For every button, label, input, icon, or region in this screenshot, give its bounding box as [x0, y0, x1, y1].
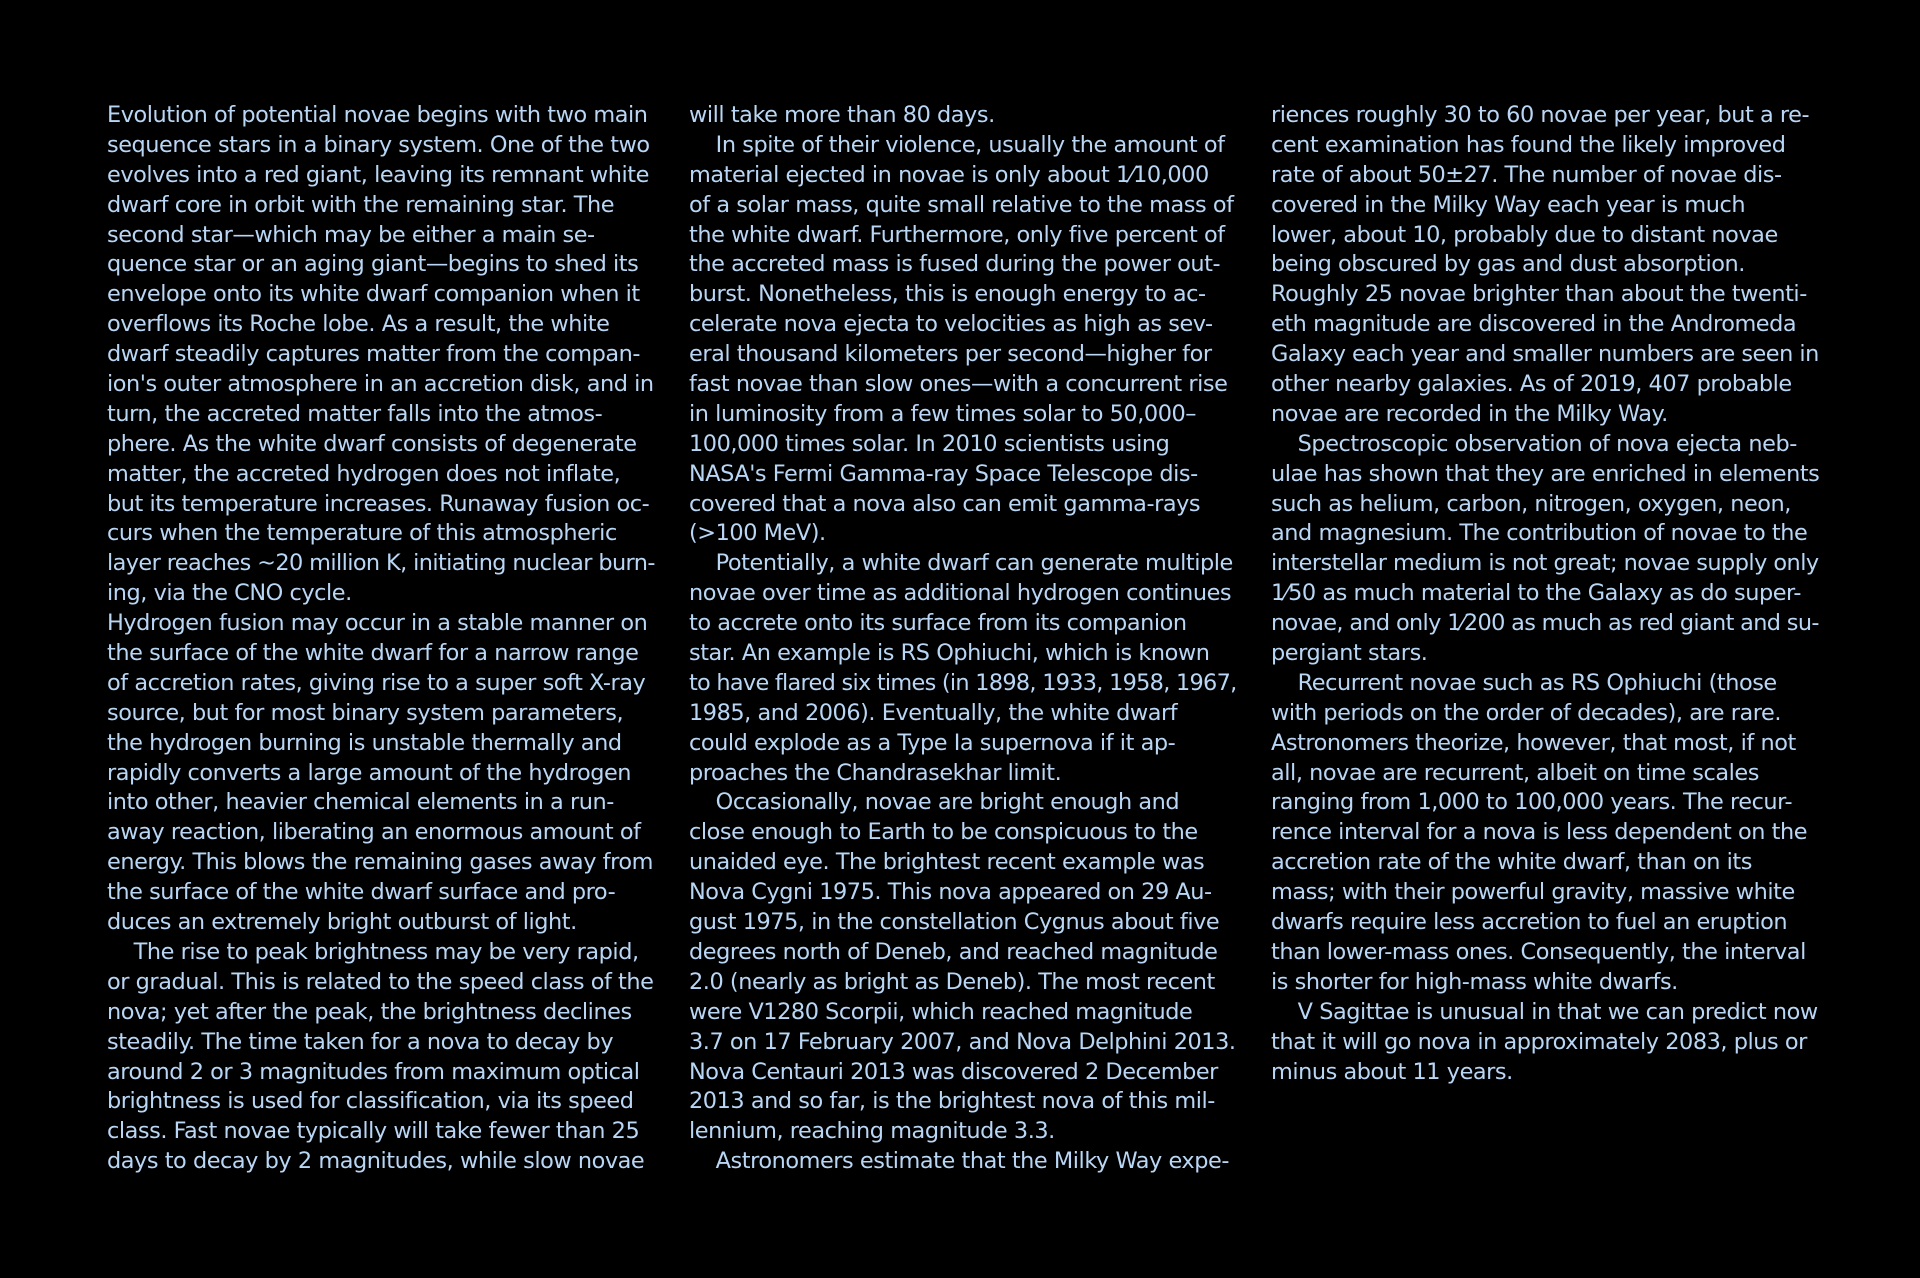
text-line: and magnesium. The contribution of novae to the	[1271, 520, 1808, 547]
text-line: mass; with their powerful gravity, massive white	[1271, 879, 1795, 906]
text-line: Spectroscopic observation of nova ejecta neb-	[1271, 430, 1797, 457]
text-line: turn, the accreted matter falls into the atmos-	[107, 400, 603, 427]
text-column-2	[689, 101, 1237, 1177]
text-line: brightness is used for classification, via its speed	[107, 1088, 634, 1115]
text-line: (>100 MeV).	[689, 520, 826, 547]
text-line: all, novae are recurrent, albeit on time scales	[1271, 759, 1759, 786]
text-line: such as helium, carbon, nitrogen, oxygen, neon,	[1271, 490, 1791, 517]
text-line: 2.0 (nearly as bright as Deneb). The most recent	[689, 968, 1215, 995]
text-line: were V1280 Scorpii, which reached magnitude	[689, 998, 1193, 1025]
text-line: away reaction, liberating an enormous amount of	[107, 819, 641, 846]
text-line: 100,000 times solar. In 2010 scientists using	[689, 430, 1170, 457]
text-line: Nova Centauri 2013 was discovered 2 December	[689, 1058, 1218, 1085]
text-line: Nova Cygni 1975. This nova appeared on 29 Au-	[689, 879, 1212, 906]
text-line: ing, via the CNO cycle.	[107, 580, 352, 607]
text-line: rate of about 50±27. The number of novae dis-	[1271, 161, 1782, 188]
text-line: other nearby galaxies. As of 2019, 407 probable	[1271, 371, 1792, 398]
text-line: pergiant stars.	[1271, 640, 1428, 667]
text-line: burst. Nonetheless, this is enough energy to ac-	[689, 281, 1206, 308]
text-line: The rise to peak brightness may be very rapid,	[107, 938, 639, 965]
text-line: around 2 or 3 magnitudes from maximum optical	[107, 1058, 640, 1085]
text-line: to have flared six times (in 1898, 1933, 1958, 1967,	[689, 669, 1237, 696]
text-line: minus about 11 years.	[1271, 1058, 1513, 1085]
text-line: Astronomers estimate that the Milky Way expe-	[689, 1148, 1229, 1175]
text-line: Roughly 25 novae brighter than about the twenti-	[1271, 281, 1807, 308]
text-line: degrees north of Deneb, and reached magnitude	[689, 938, 1218, 965]
text-line: curs when the temperature of this atmospheric	[107, 520, 617, 547]
text-line: evolves into a red giant, leaving its remnant white	[107, 161, 649, 188]
text-line: the white dwarf. Furthermore, only five percent of	[689, 221, 1225, 248]
text-line: celerate nova ejecta to velocities as high as sev-	[689, 311, 1213, 338]
text-line: being obscured by gas and dust absorption.	[1271, 251, 1745, 278]
text-line: could explode as a Type Ia supernova if it ap-	[689, 729, 1176, 756]
text-line: Astronomers theorize, however, that most, if not	[1271, 729, 1796, 756]
text-line: V Sagittae is unusual in that we can predict now	[1271, 998, 1818, 1025]
text-line: eral thousand kilometers per second—higher for	[689, 341, 1212, 368]
text-line: envelope onto its white dwarf companion when it	[107, 281, 640, 308]
text-line: riences roughly 30 to 60 novae per year, but a re-	[1271, 102, 1810, 128]
text-line: dwarf steadily captures matter from the compan-	[107, 341, 641, 368]
text-line: class. Fast novae typically will take fewer than 25	[107, 1118, 640, 1145]
text-line: lennium, reaching magnitude 3.3.	[689, 1118, 1055, 1145]
text-line: the surface of the white dwarf surface and pro-	[107, 879, 616, 906]
text-line: Potentially, a white dwarf can generate multiple	[689, 550, 1233, 577]
text-line: into other, heavier chemical elements in a run-	[107, 789, 614, 816]
text-line: rence interval for a nova is less dependent on the	[1271, 819, 1808, 846]
text-line: will take more than 80 days.	[689, 102, 995, 128]
text-line: 1985, and 2006). Eventually, the white dwarf	[689, 699, 1178, 726]
text-line: interstellar medium is not great; novae supply only	[1271, 550, 1819, 577]
text-line: Galaxy each year and smaller numbers are seen in	[1271, 341, 1819, 368]
text-line: of accretion rates, giving rise to a super soft X-ray	[107, 669, 646, 696]
text-line: 2013 and so far, is the brightest nova of this mil-	[689, 1088, 1215, 1115]
text-line: dwarfs require less accretion to fuel an eruption	[1271, 909, 1788, 936]
text-line: with periods on the order of decades), are rare.	[1271, 699, 1782, 726]
text-line: second star—which may be either a main se-	[107, 221, 595, 248]
text-line: eth magnitude are discovered in the Andromeda	[1271, 311, 1797, 338]
text-line: rapidly converts a large amount of the hydrogen	[107, 759, 632, 786]
text-line: the surface of the white dwarf for a narrow range	[107, 640, 639, 667]
text-line: 1⁄50 as much material to the Galaxy as do super-	[1271, 580, 1802, 607]
text-line: sequence stars in a binary system. One of the two	[107, 131, 650, 158]
text-line: novae are recorded in the Milky Way.	[1271, 400, 1668, 427]
text-line: In spite of their violence, usually the amount of	[689, 131, 1225, 158]
text-line: fast novae than slow ones—with a concurrent rise	[689, 371, 1228, 398]
text-line: overflows its Roche lobe. As a result, the white	[107, 311, 610, 338]
text-line: in luminosity from a few times solar to 50,000–	[689, 400, 1197, 427]
text-line: novae, and only 1⁄200 as much as red giant and su-	[1271, 610, 1819, 637]
text-line: star. An example is RS Ophiuchi, which is known	[689, 640, 1210, 667]
text-line: but its temperature increases. Runaway fusion oc-	[107, 490, 650, 517]
text-line: the accreted mass is fused during the power out-	[689, 251, 1221, 278]
text-line: that it will go nova in approximately 2083, plus or	[1271, 1028, 1807, 1055]
text-line: layer reaches ~20 million K, initiating nuclear burn-	[107, 550, 655, 577]
text-line: the hydrogen burning is unstable thermally and	[107, 729, 622, 756]
text-line: Hydrogen fusion may occur in a stable manner on	[107, 610, 648, 637]
text-column-1	[107, 101, 655, 1177]
text-line: than lower-mass ones. Consequently, the interval	[1271, 938, 1806, 965]
text-line: duces an extremely bright outburst of light.	[107, 909, 577, 936]
text-line: novae over time as additional hydrogen continues	[689, 580, 1232, 607]
text-line: nova; yet after the peak, the brightness declines	[107, 998, 632, 1025]
text-line: Evolution of potential novae begins with two main	[107, 102, 648, 128]
text-line: days to decay by 2 magnitudes, while slow novae	[107, 1148, 645, 1175]
text-line: accretion rate of the white dwarf, than on its	[1271, 849, 1752, 876]
text-line: material ejected in novae is only about 1⁄10,000	[689, 161, 1209, 188]
text-line: source, but for most binary system parameters,	[107, 699, 624, 726]
text-line: covered in the Milky Way each year is much	[1271, 191, 1746, 218]
text-line: lower, about 10, probably due to distant novae	[1271, 221, 1778, 248]
text-column-3	[1271, 101, 1819, 1087]
text-line: of a solar mass, quite small relative to the mass of	[689, 191, 1234, 218]
text-line: steadily. The time taken for a nova to decay by	[107, 1028, 614, 1055]
text-line: matter, the accreted hydrogen does not inflate,	[107, 460, 621, 487]
text-line: is shorter for high-mass white dwarfs.	[1271, 968, 1678, 995]
text-line: Recurrent novae such as RS Ophiuchi (those	[1271, 669, 1777, 696]
text-line: unaided eye. The brightest recent example was	[689, 849, 1205, 876]
text-line: or gradual. This is related to the speed class of the	[107, 968, 654, 995]
text-line: NASA's Fermi Gamma-ray Space Telescope dis-	[689, 460, 1198, 487]
text-line: 3.7 on 17 February 2007, and Nova Delphini 2013.	[689, 1028, 1236, 1055]
text-line: close enough to Earth to be conspicuous to the	[689, 819, 1198, 846]
text-line: proaches the Chandrasekhar limit.	[689, 759, 1062, 786]
text-line: gust 1975, in the constellation Cygnus about five	[689, 909, 1220, 936]
text-line: covered that a nova also can emit gamma-rays	[689, 490, 1201, 517]
text-line: to accrete onto its surface from its companion	[689, 610, 1187, 637]
text-line: ranging from 1,000 to 100,000 years. The recur-	[1271, 789, 1793, 816]
text-line: Occasionally, novae are bright enough and	[689, 789, 1180, 816]
text-line: quence star or an aging giant—begins to shed its	[107, 251, 639, 278]
text-line: cent examination has found the likely improved	[1271, 131, 1786, 158]
text-line: dwarf core in orbit with the remaining star. The	[107, 191, 615, 218]
text-line: energy. This blows the remaining gases away from	[107, 849, 653, 876]
text-line: ion's outer atmosphere in an accretion disk, and in	[107, 371, 654, 398]
text-line: phere. As the white dwarf consists of degenerate	[107, 430, 637, 457]
text-line: ulae has shown that they are enriched in elements	[1271, 460, 1820, 487]
